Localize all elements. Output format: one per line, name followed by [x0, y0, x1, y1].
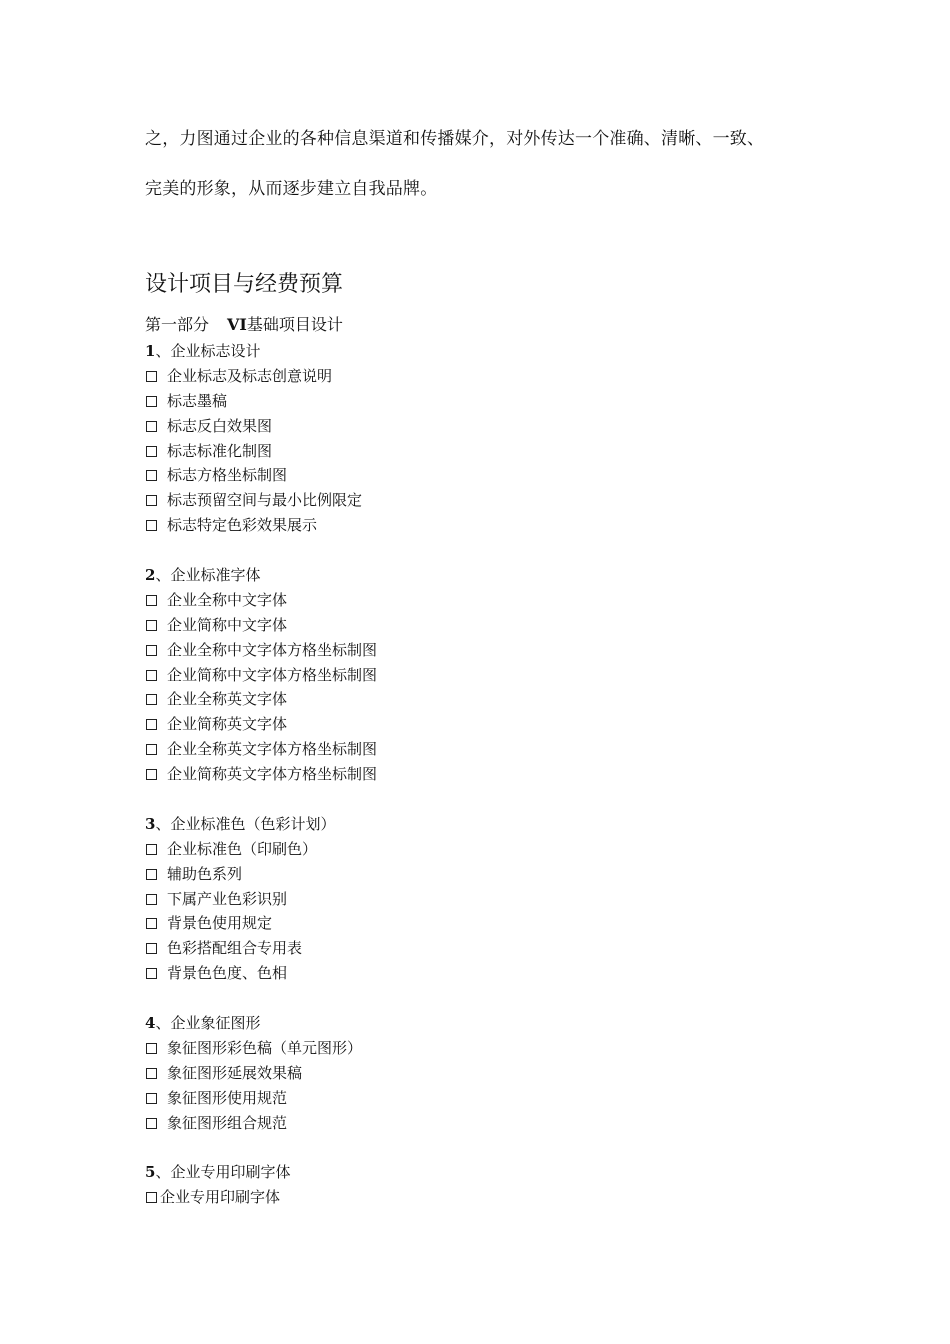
checkbox-icon: [146, 1192, 157, 1203]
part-prefix: 第一部分: [145, 315, 210, 334]
list-item: [145, 439, 845, 464]
checkbox-icon: [146, 620, 157, 631]
checkbox-icon: [146, 470, 157, 481]
section-title: [145, 339, 845, 364]
checkbox-icon: [146, 645, 157, 656]
list-item: [145, 663, 845, 688]
list-item: [145, 737, 845, 762]
checkbox-icon: [146, 520, 157, 531]
part-title: [145, 313, 343, 337]
spacer: [145, 787, 845, 812]
list-item-label: 企业全称中文字体方格坐标制图: [167, 640, 378, 659]
checkbox-icon: [146, 943, 157, 954]
section-heading: 设计项目与经费预算: [145, 272, 344, 297]
list-item-label: 企业标准色（印刷色）: [167, 839, 318, 858]
list-item-label: 企业全称英文字体: [167, 690, 288, 709]
list-item: [145, 1061, 845, 1086]
list-item-label: 标志墨稿: [167, 391, 228, 410]
checkbox-icon: [146, 968, 157, 979]
spacer: [145, 1136, 845, 1161]
checkbox-icon: [146, 694, 157, 705]
list-item-label: 企业简称英文字体方格坐标制图: [167, 765, 378, 784]
part-rest: 基础项目设计: [246, 315, 343, 334]
list-item-label: 企业简称中文字体方格坐标制图: [167, 665, 378, 684]
list-item: [145, 911, 845, 936]
section-title: [145, 1011, 845, 1036]
checkbox-icon: [146, 1068, 157, 1079]
item-list: [145, 339, 845, 1210]
checkbox-icon: [146, 1043, 157, 1054]
list-item-label: 象征图形使用规范: [167, 1088, 288, 1107]
list-item: [145, 638, 845, 663]
list-item: [145, 1185, 845, 1210]
checkbox-icon: [146, 495, 157, 506]
list-item: [145, 712, 845, 737]
list-item-label: 背景色色度、色相: [167, 964, 288, 983]
checkbox-icon: [146, 844, 157, 855]
list-item-label: 标志方格坐标制图: [167, 466, 288, 485]
section-title: [145, 812, 845, 837]
checkbox-icon: [146, 744, 157, 755]
list-item: [145, 762, 845, 787]
list-item: [145, 961, 845, 986]
list-item: [145, 488, 845, 513]
list-item-label: 企业全称英文字体方格坐标制图: [167, 740, 378, 759]
checkbox-icon: [146, 769, 157, 780]
list-item-label: 象征图形延展效果稿: [167, 1063, 303, 1082]
section-title-text: 、企业象征图形: [155, 1014, 261, 1033]
list-item-label: 企业简称中文字体: [167, 615, 288, 634]
checkbox-icon: [146, 670, 157, 681]
list-item-label: 辅助色系列: [167, 864, 243, 883]
checkbox-icon: [146, 446, 157, 457]
list-item-label: 背景色使用规定: [167, 914, 273, 933]
spacer: [145, 538, 845, 563]
checkbox-icon: [146, 595, 157, 606]
intro-line-1: 之，力图通过企业的各种信息渠道和传播媒介，对外传达一个准确、清晰、一致、: [145, 129, 765, 149]
list-item-label: 标志标准化制图: [167, 441, 273, 460]
list-item: [145, 936, 845, 961]
section-number: 5: [145, 1163, 156, 1182]
section-number: 3: [145, 814, 156, 833]
list-item: [145, 613, 845, 638]
list-item: [145, 1111, 845, 1136]
checkbox-icon: [146, 396, 157, 407]
checkbox-icon: [146, 371, 157, 382]
checkbox-icon: [146, 918, 157, 929]
section-title-text: 、企业标准字体: [155, 566, 261, 585]
list-item: [145, 1036, 845, 1061]
list-item: [145, 1086, 845, 1111]
section-number: 4: [145, 1014, 156, 1033]
list-item-label: 下属产业色彩识别: [167, 889, 288, 908]
list-item-label: 企业全称中文字体: [167, 590, 288, 609]
list-item: [145, 414, 845, 439]
checkbox-icon: [146, 894, 157, 905]
list-item: [145, 463, 845, 488]
list-item: [145, 837, 845, 862]
list-item: [145, 687, 845, 712]
section-title: [145, 563, 845, 588]
list-item: [145, 389, 845, 414]
list-item-label: 企业简称英文字体: [167, 715, 288, 734]
checkbox-icon: [146, 1093, 157, 1104]
list-item-label: 企业标志及标志创意说明: [167, 366, 333, 385]
section-number: 2: [145, 566, 156, 585]
list-item-label: 象征图形组合规范: [167, 1113, 288, 1132]
section-title-text: 、企业专用印刷字体: [155, 1163, 291, 1182]
checkbox-icon: [146, 719, 157, 730]
spacer: [145, 986, 845, 1011]
intro-line-2: 完美的形象，从而逐步建立自我品牌。: [145, 179, 438, 199]
list-item: [145, 513, 845, 538]
list-item: [145, 887, 845, 912]
section-title-text: 、企业标志设计: [155, 342, 261, 360]
section-title: [145, 1160, 845, 1185]
list-item-label: 标志反白效果图: [167, 416, 273, 435]
list-item: [145, 862, 845, 887]
checkbox-icon: [146, 1118, 157, 1129]
list-item-label: 标志特定色彩效果展示: [167, 516, 318, 535]
list-item-label: 象征图形彩色稿（单元图形）: [167, 1038, 363, 1057]
list-item: [145, 364, 845, 389]
part-vi: VI: [227, 315, 247, 334]
section-title-text: 、企业标准色（色彩计划）: [155, 814, 336, 833]
list-item-label: 标志预留空间与最小比例限定: [167, 491, 363, 510]
checkbox-icon: [146, 421, 157, 432]
section-number: 1: [145, 342, 156, 360]
list-item-label: 企业专用印刷字体: [160, 1188, 281, 1207]
checkbox-icon: [146, 869, 157, 880]
list-item-label: 色彩搭配组合专用表: [167, 939, 303, 958]
list-item: [145, 588, 845, 613]
